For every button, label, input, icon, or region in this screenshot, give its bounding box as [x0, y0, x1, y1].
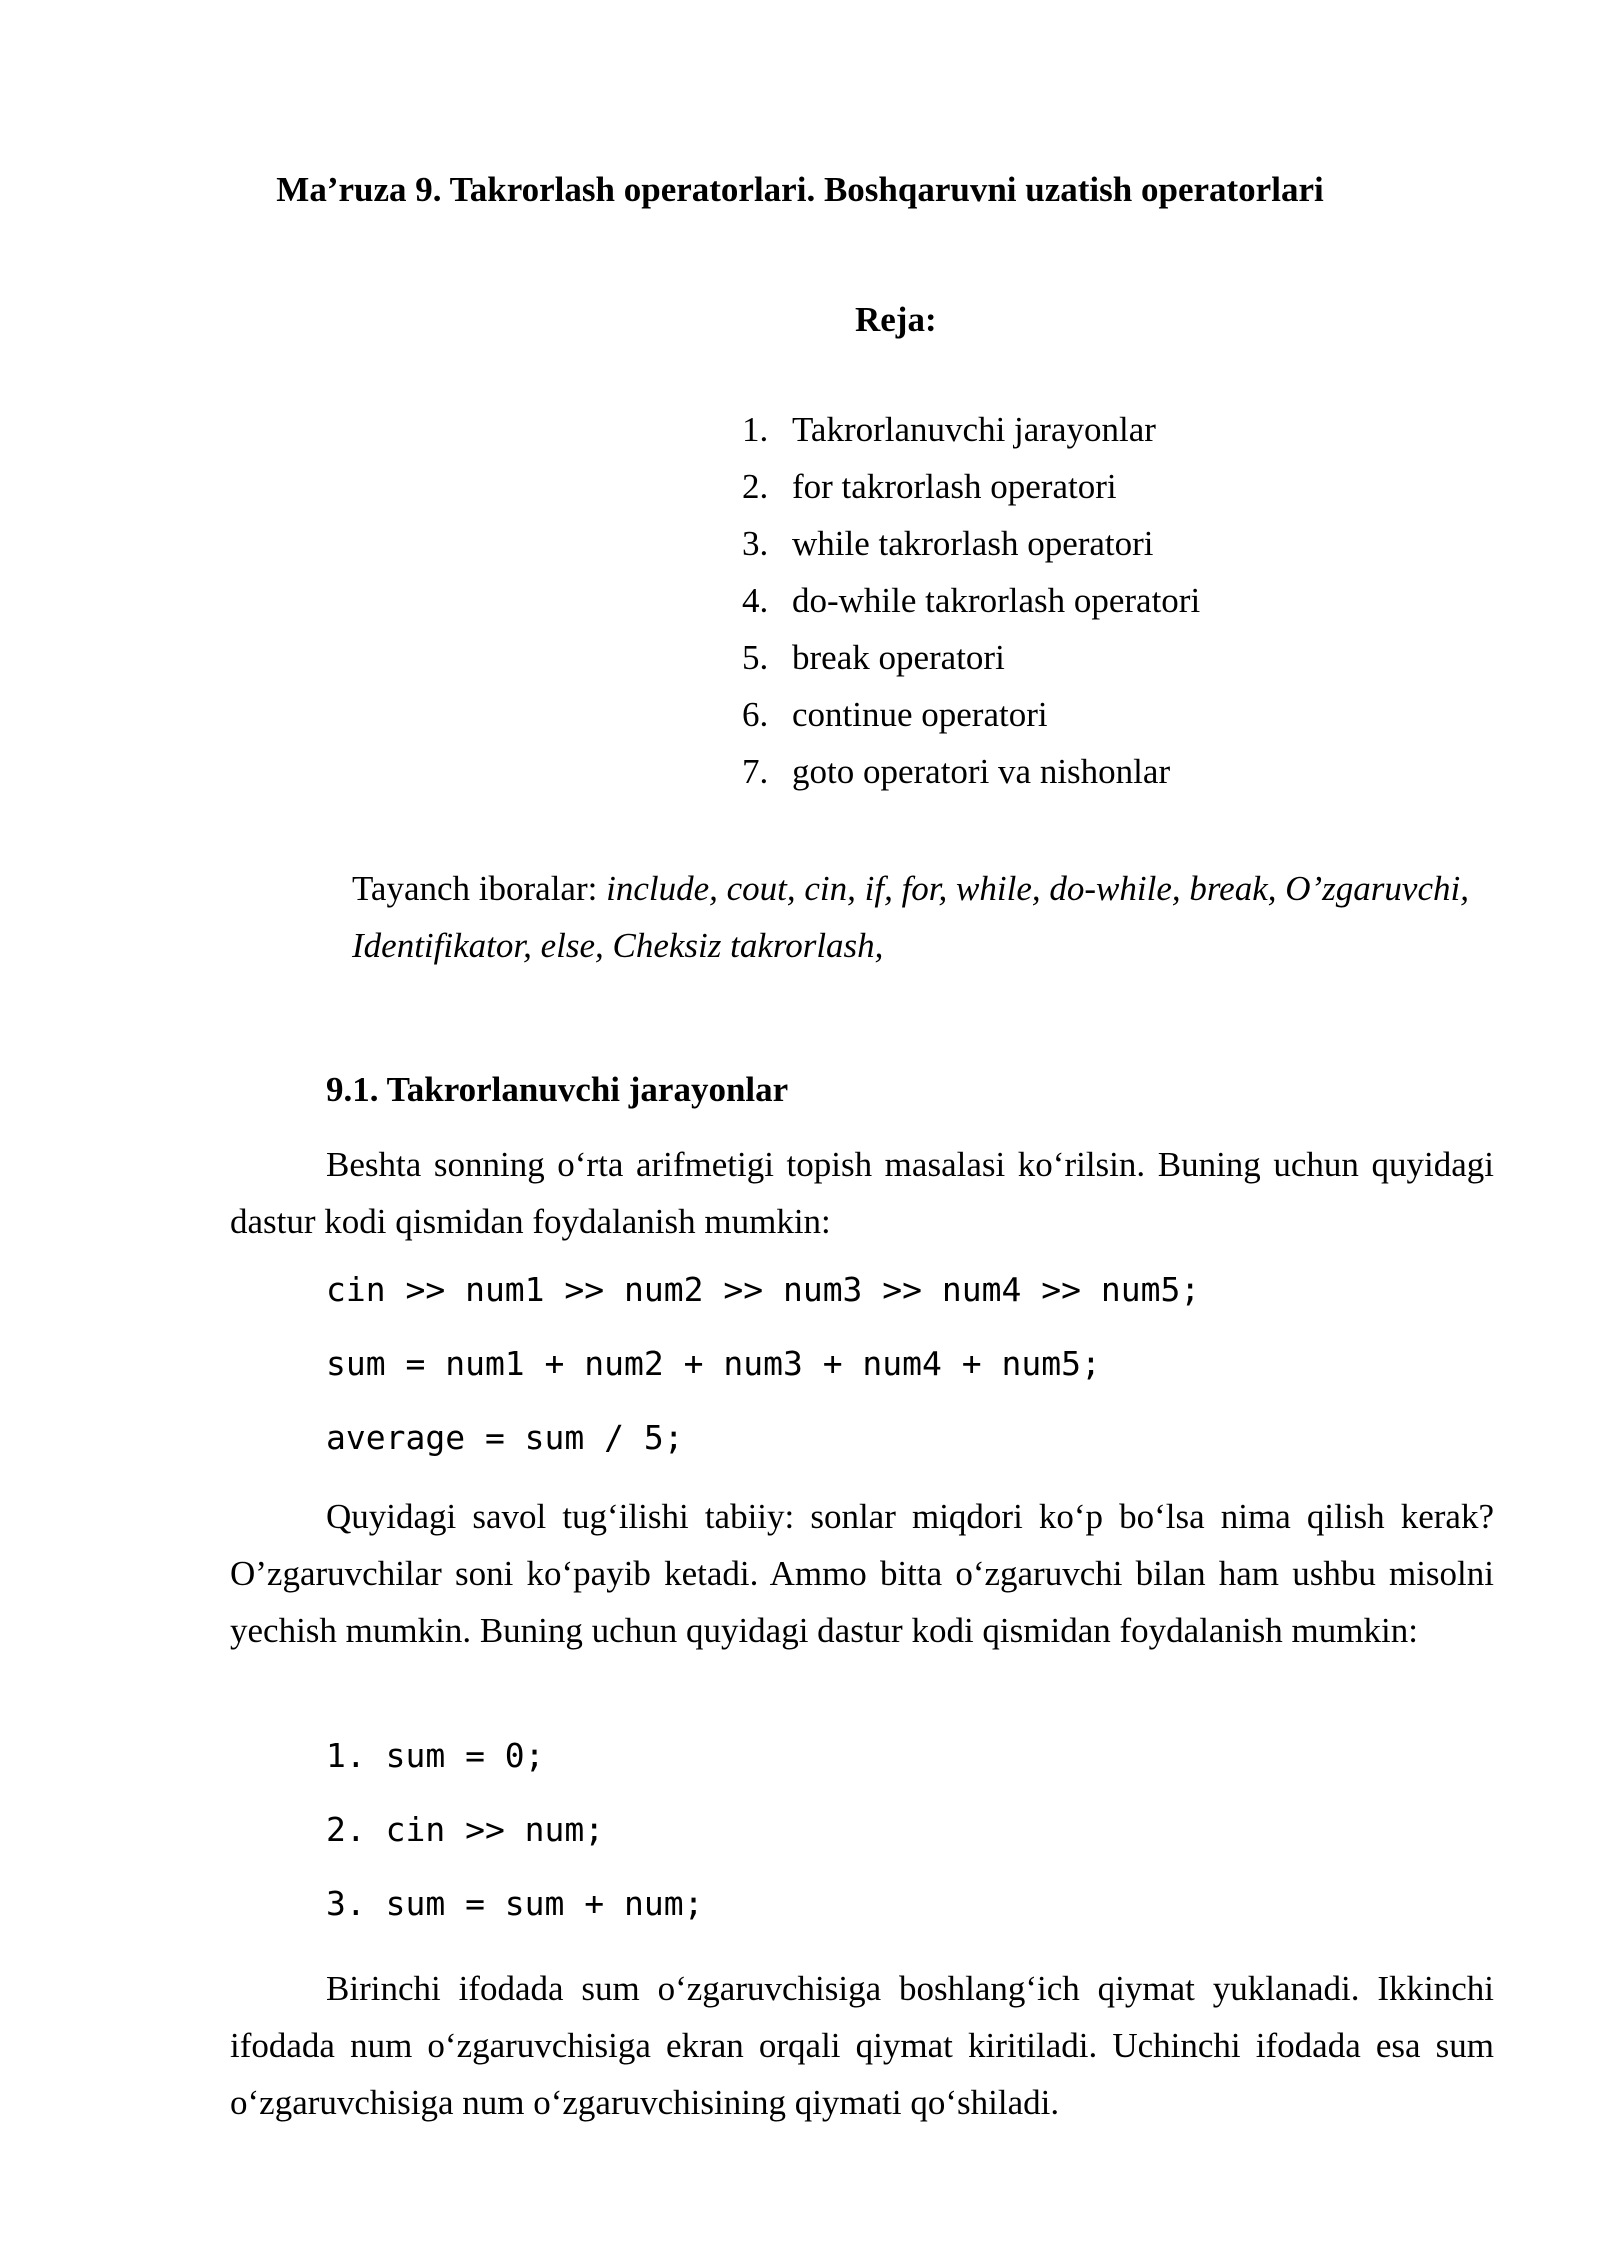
plan-item-number: 5.	[742, 638, 769, 677]
plan-item	[742, 579, 1200, 636]
plan-item-text: Takrorlanuvchi jarayonlar	[792, 410, 1156, 449]
plan-item	[742, 408, 1200, 465]
plan-item	[742, 693, 1200, 750]
code-line: 3. sum = sum + num;	[326, 1884, 704, 1923]
keywords-list: include, cout, cin, if, for, while, do-while, break, O’zgaruvchi, Identifikator, else, Cheksiz takrorlash,	[352, 869, 1469, 965]
plan-item	[742, 750, 1200, 807]
plan-item-text: break operatori	[792, 638, 1005, 677]
paragraph: Beshta sonning o‘rta arifmetigi topish masalasi ko‘rilsin. Buning uchun quyidagi dastur kodi qismidan foydalanish mumkin:	[230, 1145, 1494, 1241]
plan-item-number: 3.	[742, 524, 769, 563]
plan-item-text: continue operatori	[792, 695, 1048, 734]
plan-item-number: 6.	[742, 695, 769, 734]
code-line: sum = num1 + num2 + num3 + num4 + num5;	[326, 1344, 1101, 1383]
plan-list	[742, 408, 1200, 807]
plan-item	[742, 636, 1200, 693]
lecture-title: Ma’ruza 9. Takrorlash operatorlari. Boshqaruvni uzatish operatorlari	[276, 170, 1324, 209]
plan-item-text: do-while takrorlash operatori	[792, 581, 1201, 620]
code-line: average = sum / 5;	[326, 1418, 684, 1457]
section-heading: 9.1. Takrorlanuvchi jarayonlar	[326, 1070, 789, 1109]
paragraph: Birinchi ifodada sum o‘zgaruvchisiga boshlang‘ich qiymat yuklanadi. Ikkinchi ifodada num o‘zgaruvchisiga ekran orqali qiymat kiritiladi. Uchinchi ifodada esa sum o‘zgaruvchisiga num o‘zgaruvchisining qiymati qo‘shiladi.	[230, 1969, 1494, 2122]
plan-item-text: goto operatori va nishonlar	[792, 752, 1171, 791]
code-line: 2. cin >> num;	[326, 1810, 605, 1849]
plan-item	[742, 522, 1200, 579]
code-block	[326, 1734, 704, 1956]
code-block	[326, 1268, 1200, 1490]
plan-item-number: 2.	[742, 467, 769, 506]
keywords-block	[352, 860, 1502, 974]
plan-item-number: 4.	[742, 581, 769, 620]
plan-item-text: while takrorlash operatori	[792, 524, 1154, 563]
plan-item	[742, 465, 1200, 522]
plan-item-text: for takrorlash operatori	[792, 467, 1117, 506]
code-line: cin >> num1 >> num2 >> num3 >> num4 >> num5;	[326, 1270, 1201, 1309]
plan-heading: Reja:	[855, 300, 937, 339]
plan-item-number: 1.	[742, 410, 769, 449]
keywords-label: Tayanch iboralar:	[352, 869, 607, 908]
plan-item-number: 7.	[742, 752, 769, 791]
code-line: 1. sum = 0;	[326, 1736, 545, 1775]
paragraph: Quyidagi savol tug‘ilishi tabiiy: sonlar miqdori ko‘p bo‘lsa nima qilish kerak? O’zgaruvchilar soni ko‘payib ketadi. Ammo bitta o‘zgaruvchi bilan ham ushbu misolni yechish mumkin. Buning uchun quyidagi dastur kodi qismidan foydalanish mumkin:	[230, 1497, 1494, 1650]
